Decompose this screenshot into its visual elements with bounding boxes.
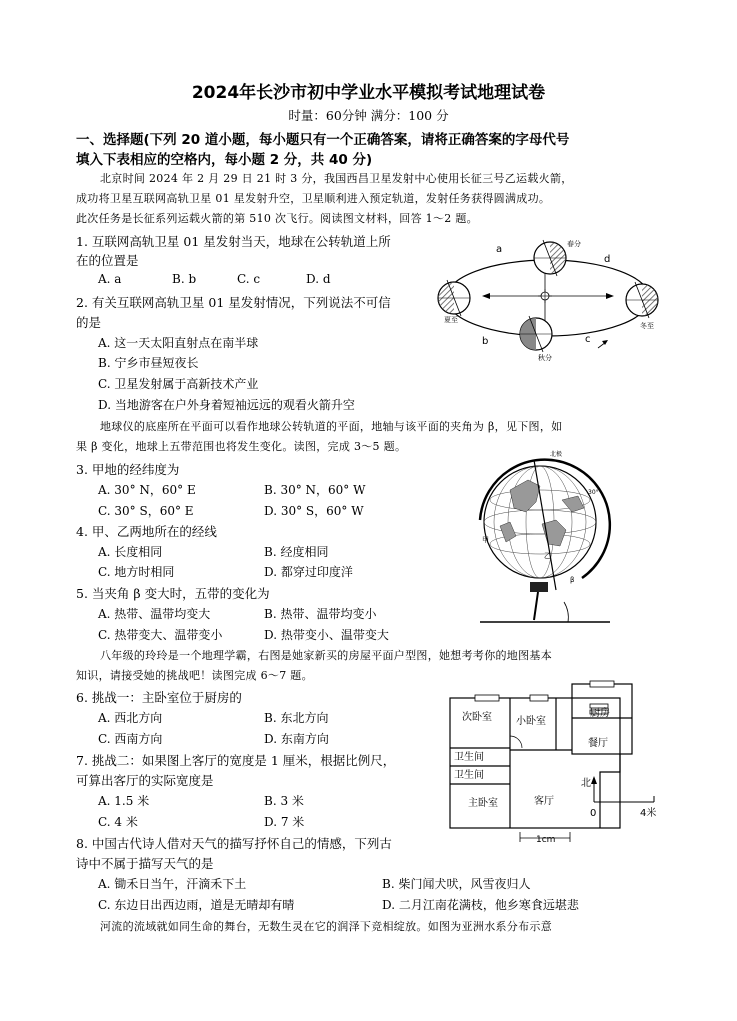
q2-line2: 的是 <box>76 315 102 330</box>
globe-neck <box>530 582 548 592</box>
q1-line2: 在的位置是 <box>76 253 139 268</box>
q4-option-a[interactable]: A. 长度相同 <box>98 545 163 559</box>
q8-option-a[interactable]: A. 锄禾日当午，汗滴禾下土 <box>98 877 247 891</box>
q8-option-d[interactable]: D. 二月江南花满枝，他乡寒食远堪悲 <box>382 898 579 912</box>
q2-line1: 2. 有关互联网高轨卫星 01 星发射情况，下列说法不可信 <box>76 295 391 310</box>
q8-option-b[interactable]: B. 柴门闻犬吠，风雪夜归人 <box>382 877 531 891</box>
globe-label-jia: 甲 <box>482 536 489 544</box>
room-kitchen: 厨房 <box>590 708 610 719</box>
orbit-label-d: d <box>604 254 611 265</box>
q3-option-c[interactable]: C. 30° S，60° E <box>98 504 194 518</box>
q1-option-d[interactable]: D. d <box>306 272 331 286</box>
orbit-label-winter: 冬至 <box>640 322 654 330</box>
q7-option-a[interactable]: A. 1.5 米 <box>98 794 150 808</box>
q3-line1: 3. 甲地的经纬度为 <box>76 462 180 477</box>
q2-option-b[interactable]: B. 宁乡市昼短夜长 <box>98 356 199 370</box>
q7-option-d[interactable]: D. 7 米 <box>264 815 305 829</box>
q5-option-d[interactable]: D. 热带变小、温带变大 <box>264 628 389 642</box>
q5-option-b[interactable]: B. 热带、温带均变小 <box>264 607 377 621</box>
q7-line1: 7. 挑战二：如果图上客厅的宽度是 1 厘米，根据比例尺， <box>76 753 396 768</box>
q4-option-c[interactable]: C. 地方时相同 <box>98 565 175 579</box>
q8-line1: 8. 中国古代诗人借对天气的描写抒怀自己的情感，下列古 <box>76 836 392 851</box>
q8-line2: 诗中不属于描写天气的是 <box>76 856 214 871</box>
q5-line1: 5. 当夹角 β 变大时，五带的变化为 <box>76 586 270 601</box>
q3-option-b[interactable]: B. 30° N，60° W <box>264 483 366 497</box>
exam-title: 2024年长沙市初中学业水平模拟考试地理试卷 <box>191 83 546 103</box>
q6-line1: 6. 挑战一：主卧室位于厨房的 <box>76 690 242 705</box>
intro2-line1: 地球仪的底座所在平面可以看作地球公转轨道的平面，地轴与该平面的夹角为 β，见下图，如 <box>100 420 563 433</box>
globe-label-lat: 30° <box>588 489 599 496</box>
q1-line1: 1. 互联网高轨卫星 01 星发射当天，地球在公转轨道上所 <box>76 234 391 249</box>
section-heading-line1: 一、选择题(下列 20 道小题，每小题只有一个正确答案，请将正确答案的字母代号 <box>76 132 570 148</box>
q4-option-d[interactable]: D. 都穿过印度洋 <box>264 565 353 579</box>
q6-option-a[interactable]: A. 西北方向 <box>98 711 163 725</box>
earth-summer-solstice <box>438 280 470 316</box>
section-heading-line2: 填入下表相应的空格内，每小题 2 分，共 40 分) <box>76 152 373 168</box>
globe-diagram <box>470 450 620 630</box>
scale-zero: 0 <box>590 808 597 819</box>
room-living: 客厅 <box>534 796 554 807</box>
q7-option-c[interactable]: C. 4 米 <box>98 815 138 829</box>
globe-sphere <box>484 466 596 578</box>
q1-option-c[interactable]: C. c <box>237 272 261 286</box>
q5-option-a[interactable]: A. 热带、温带均变大 <box>98 607 211 621</box>
orbit-diagram <box>430 236 670 364</box>
room-bathroom-2: 卫生间 <box>454 770 484 781</box>
q3-option-a[interactable]: A. 30° N，60° E <box>98 483 196 497</box>
room-master-bedroom: 主卧室 <box>468 798 498 809</box>
intro3-line1: 八年级的玲玲是一个地理学霸，右图是她家新买的房屋平面户型图，她想考考你的地图基本 <box>100 649 552 662</box>
orbit-label-c: c <box>585 334 591 345</box>
orbit-label-a: a <box>496 244 503 255</box>
q2-option-d[interactable]: D. 当地游客在户外身着短袖远远的观看火箭升空 <box>98 398 355 412</box>
sun-icon <box>538 289 552 303</box>
earth-autumn-equinox <box>520 316 552 352</box>
q4-line1: 4. 甲、乙两地所在的经线 <box>76 524 217 539</box>
room-second-bedroom: 次卧室 <box>462 712 492 723</box>
q5-option-c[interactable]: C. 热带变大、温带变小 <box>98 628 223 642</box>
orbit-label-b: b <box>482 336 489 347</box>
q4-option-b[interactable]: B. 经度相同 <box>264 545 329 559</box>
orbit-label-spring: 春分 <box>567 240 581 248</box>
globe-label-beta: β <box>570 576 575 584</box>
earth-spring-equinox <box>534 240 566 276</box>
q6-option-b[interactable]: B. 东北方向 <box>264 711 329 725</box>
exam-subtitle: 时量：60分钟 满分：100 分 <box>288 108 449 123</box>
floor-plan-diagram <box>440 678 670 848</box>
q1-option-a[interactable]: A. a <box>98 272 122 286</box>
orbit-label-summer: 夏至 <box>444 316 458 324</box>
q2-option-a[interactable]: A. 这一天太阳直射点在南半球 <box>98 336 259 350</box>
room-dining: 餐厅 <box>588 738 608 749</box>
intro2-line2: 果 β 变化，地球上五带范围也将发生变化。读图，完成 3～5 题。 <box>76 440 407 453</box>
room-bathroom-1: 卫生间 <box>454 752 484 763</box>
q7-line2: 可算出客厅的实际宽度是 <box>76 773 214 788</box>
globe-label-yi: 乙 <box>544 552 551 560</box>
intro1-line1: 北京时间 2024 年 2 月 29 日 21 时 3 分，我国西昌卫星发射中心使用长征三号乙运载火箭， <box>100 172 573 185</box>
intro4-line1: 河流的流域就如同生命的舞台，无数生灵在它的润泽下竞相绽放。如图为亚洲水系分布示意 <box>100 920 552 933</box>
q6-option-d[interactable]: D. 东南方向 <box>264 732 329 746</box>
globe-label-north: 北极 <box>550 451 563 458</box>
intro3-line2: 知识，请接受她的挑战吧！读图完成 6～7 题。 <box>76 669 313 682</box>
q8-option-c[interactable]: C. 东边日出西边雨，道是无晴却有晴 <box>98 898 295 912</box>
q1-option-b[interactable]: B. b <box>172 272 197 286</box>
earth-winter-solstice <box>626 282 658 318</box>
q2-option-c[interactable]: C. 卫星发射属于高新技术产业 <box>98 377 259 391</box>
orbit-label-autumn: 秋分 <box>538 354 552 362</box>
scale-four-meters: 4米 <box>640 808 657 819</box>
q7-option-b[interactable]: B. 3 米 <box>264 794 304 808</box>
room-small-bedroom: 小卧室 <box>516 716 546 727</box>
intro1-line3: 此次任务是长征系列运载火箭的第 510 次飞行。阅读图文材料，回答 1～2 题。 <box>76 212 478 225</box>
north-label: 北 <box>581 778 591 789</box>
intro1-line2: 成功将卫星互联网高轨卫星 01 星发射升空，卫星顺利进入预定轨道，发射任务获得圆满成功。 <box>76 192 551 205</box>
q3-option-d[interactable]: D. 30° S，60° W <box>264 504 364 518</box>
cm-label: 1cm <box>536 835 556 845</box>
q6-option-c[interactable]: C. 西南方向 <box>98 732 163 746</box>
